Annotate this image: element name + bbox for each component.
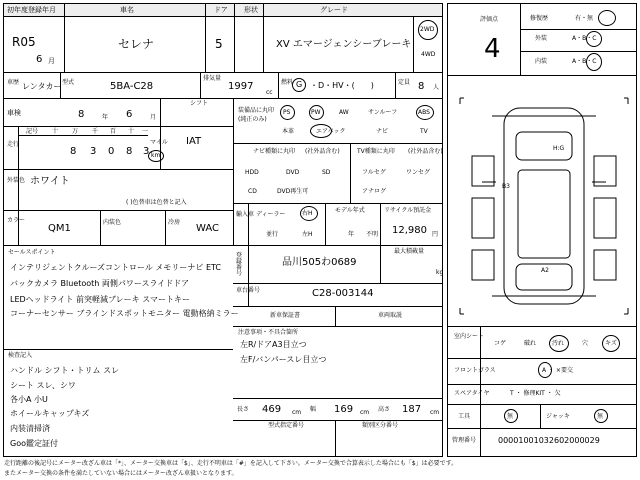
diagram-mark-h: H:G bbox=[553, 145, 565, 152]
nav-item: DVD再生可 bbox=[277, 188, 309, 195]
int-label: 内装 bbox=[535, 58, 548, 65]
sales-line: LEDヘッドライト 前突軽減ブレーキ スマートキー bbox=[10, 295, 191, 304]
reg-month: 6 bbox=[36, 54, 43, 65]
tv-sub: (社外品含む) bbox=[408, 148, 443, 155]
nav-item: CD bbox=[248, 188, 257, 195]
month-unit2: 月 bbox=[150, 114, 157, 121]
digit-hdr: 一 bbox=[142, 128, 149, 135]
equip-item: AW bbox=[339, 109, 349, 116]
inspector-line: ハンドル シフト・トリム スレ bbox=[10, 366, 120, 375]
nav-item: SD bbox=[322, 169, 331, 176]
note-line: 左F/バンパースレ目立つ bbox=[240, 355, 327, 364]
shift-label: シフト bbox=[190, 100, 209, 107]
glass-label: フロントガラス bbox=[454, 367, 496, 374]
mileage-label: 走行 bbox=[7, 141, 20, 148]
car-diagram bbox=[452, 86, 636, 326]
model-year-label: モデル年式 bbox=[335, 207, 365, 214]
glass-value: A ・ ×要交 bbox=[542, 367, 573, 374]
repair-label: 修復歴 bbox=[530, 15, 549, 22]
len-value: 469 bbox=[262, 404, 282, 415]
equip-label: 装備品に丸印 bbox=[238, 107, 275, 114]
int-color-label: 内装色 bbox=[103, 219, 122, 226]
equip-item: PS bbox=[283, 109, 291, 116]
cc-unit: cc bbox=[266, 89, 273, 96]
digit-hdr: 万 bbox=[72, 128, 79, 135]
code-label: カラー bbox=[7, 217, 26, 224]
reg-label: 初年度登録年月 bbox=[7, 6, 56, 14]
max-load-label: 最大積載量 bbox=[394, 248, 425, 255]
inspect-month: 6 bbox=[126, 109, 133, 120]
tv-item: フルセグ bbox=[362, 169, 386, 176]
cm-unit: cm bbox=[360, 409, 370, 416]
fuel-label: 燃料 bbox=[281, 79, 294, 86]
equip-item: ABS bbox=[418, 109, 430, 116]
hei-value: 187 bbox=[402, 404, 422, 415]
tv-item: アナログ bbox=[362, 188, 387, 195]
cap-unit: 人 bbox=[433, 84, 440, 91]
equip-item: エアバック bbox=[316, 128, 346, 135]
door-label: ドア bbox=[214, 6, 228, 14]
seat-opt: 破れ bbox=[524, 340, 537, 347]
type-label: 型式 bbox=[62, 79, 75, 86]
cat-no-label: 類別区分番号 bbox=[362, 422, 399, 429]
year-unit3: 年 bbox=[348, 231, 355, 238]
digit-hdr: 千 bbox=[92, 128, 99, 135]
mileage-digit: 8 bbox=[70, 146, 77, 157]
digit-hdr: 十 bbox=[128, 128, 135, 135]
color-note: ( )色替車は色替と記入 bbox=[126, 199, 187, 206]
shift-value: IAT bbox=[186, 136, 202, 147]
manage-value: 0000100103260200002​9 bbox=[498, 436, 600, 445]
equip-item: ナビ bbox=[376, 128, 389, 135]
equip-item: 本革 bbox=[282, 128, 295, 135]
inspector-line: ホイールキャップキズ bbox=[10, 409, 90, 418]
drive-2wd: 2WD bbox=[420, 26, 435, 33]
repair-value: 有・無 bbox=[575, 15, 594, 22]
score-label: 評価点 bbox=[480, 16, 499, 23]
equip-item: PW bbox=[311, 109, 321, 116]
regno-label: 登録番号 bbox=[236, 252, 243, 277]
cap-value: 8 bbox=[418, 81, 425, 92]
car-name: セレナ bbox=[118, 37, 155, 51]
fuel-g: G bbox=[296, 80, 303, 89]
sales-line: インテリジェントクルーズコントロール メモリーナビ ETC bbox=[10, 263, 222, 272]
fuel-other: ・D・HV・( ) bbox=[310, 81, 374, 90]
import-label: 輸入車 bbox=[236, 211, 255, 218]
equip-item: サンルーフ bbox=[368, 109, 398, 116]
month-unit: 月 bbox=[48, 57, 55, 65]
equip-sublabel: (純正のみ) bbox=[238, 116, 267, 123]
diagram-mark-b3: B3 bbox=[502, 183, 510, 190]
tools-value: 無 bbox=[507, 413, 514, 420]
type-value: 5BA-C28 bbox=[110, 81, 154, 92]
handle-r: 右H bbox=[302, 210, 313, 217]
inspector-line: シート スレ、シワ bbox=[10, 381, 76, 390]
mileage-digit: 3 bbox=[90, 146, 97, 157]
nav-sub: (社外品含む) bbox=[305, 148, 340, 155]
disp-label: 排気量 bbox=[203, 75, 222, 82]
inspector-line: 各小A 小U bbox=[10, 395, 48, 404]
tv-item: ワンセグ bbox=[406, 169, 431, 176]
jack-label: ジャッキ bbox=[546, 413, 570, 420]
usage-value: レンタカー bbox=[22, 82, 62, 91]
sales-line: バックカメラ Bluetooth 両側パワースライドドア bbox=[10, 279, 190, 288]
ext-value: A・B・C bbox=[572, 35, 597, 42]
diagram-mark-a2: A2 bbox=[541, 267, 549, 274]
recycle-unit: 円 bbox=[432, 231, 439, 238]
seat-opt: コゲ bbox=[494, 340, 507, 347]
sales-label: セールスポイント bbox=[8, 249, 56, 256]
recycle-label: リサイクル預託金 bbox=[384, 207, 432, 214]
door-count: 5 bbox=[215, 37, 223, 51]
spare-label: スペアタイヤ bbox=[454, 390, 490, 397]
kg-unit: kg bbox=[436, 269, 444, 276]
grade-label: グレード bbox=[320, 6, 348, 14]
nav-item: HDD bbox=[245, 169, 259, 176]
manage-label: 管理番号 bbox=[452, 437, 477, 444]
score-value: 4 bbox=[484, 34, 501, 64]
mileage-digit: 8 bbox=[126, 146, 133, 157]
warranty-label: 新車保証書 bbox=[270, 312, 301, 319]
tools-label: 工具 bbox=[458, 413, 471, 420]
cm-unit: cm bbox=[292, 409, 302, 416]
inspector-line: Goo鑑定証付 bbox=[10, 439, 58, 448]
mileage-digit: 3 bbox=[143, 146, 150, 157]
hei-label: 高さ bbox=[378, 406, 391, 413]
parallel: 並行 bbox=[266, 231, 279, 238]
inspect-year: 8 bbox=[78, 109, 85, 120]
ac-value: WAC bbox=[196, 223, 219, 234]
inspector-label: 検査記入 bbox=[8, 352, 33, 359]
jack-value: 無 bbox=[597, 413, 604, 420]
tv-label: TV種類に丸印 bbox=[357, 148, 395, 155]
type-no-label: 型式指定番号 bbox=[268, 422, 305, 429]
seat-label: 室内シート bbox=[454, 333, 485, 340]
wid-label: 幅 bbox=[310, 406, 317, 413]
seat-opt: 穴 bbox=[582, 340, 589, 347]
chassis-value: C28-003144 bbox=[312, 288, 374, 299]
manual-label: 車両取説 bbox=[378, 312, 403, 319]
code-value: QM1 bbox=[48, 223, 71, 234]
mileage-digit: 0 bbox=[108, 146, 115, 157]
dealer: ディーラー bbox=[256, 211, 286, 218]
digit-hdr: 百 bbox=[110, 128, 117, 135]
cap-label: 定員 bbox=[398, 79, 411, 86]
reg-year: R05 bbox=[12, 35, 36, 49]
handle-l: 左H bbox=[302, 231, 313, 238]
wid-value: 169 bbox=[334, 404, 354, 415]
regno-value: 品川505わ0689 bbox=[282, 257, 357, 268]
digit-hdr: 記号 bbox=[26, 128, 39, 135]
inspector-line: 内装清掃済 bbox=[10, 424, 50, 433]
footer-line: 走行距離の後記号にメーター改ざん車は「*」、メーター交換車は「$」、走行不明車は「#」を記入して下さい。メーター交換で合算表示した場合にも「$」は必要です。 bbox=[4, 460, 458, 467]
shape-label: 形状 bbox=[244, 6, 258, 14]
nav-item: DVD bbox=[286, 169, 300, 176]
footer-line: またメーター交換の条件を満たしていない場合にはメーター改ざん車扱いとなります。 bbox=[4, 470, 238, 477]
digit-hdr: 十 bbox=[52, 128, 59, 135]
seat-opt: キズ bbox=[605, 340, 617, 347]
ac-label: 冷房 bbox=[168, 219, 181, 226]
name-label: 車名 bbox=[120, 6, 134, 14]
seat-opt: 汚れ bbox=[552, 340, 565, 347]
disp-value: 1997 bbox=[228, 81, 254, 92]
inspect-label: 車検 bbox=[7, 109, 21, 117]
grade-value: XV エマージェンシーブレーキ bbox=[276, 39, 412, 50]
nav-label: ナビ種類に丸印 bbox=[253, 148, 296, 155]
drive-4wd: 4WD bbox=[421, 51, 436, 58]
spare-value: T ・ 修理KIT ・ 欠 bbox=[510, 390, 561, 397]
notes-label: 注意事項・不具合箇所 bbox=[238, 329, 299, 336]
len-label: 長さ bbox=[237, 406, 250, 413]
equip-item: TV bbox=[420, 128, 428, 135]
chassis-label: 車台番号 bbox=[236, 287, 261, 294]
usage-label: 車歴 bbox=[7, 79, 20, 86]
note-line: 左R/ドアA3目立つ bbox=[240, 340, 307, 349]
unknown: 不明 bbox=[366, 231, 379, 238]
int-value: A・B・C bbox=[572, 58, 597, 65]
sales-line: コーナーセンサー ブラインドスポットモニター 電動格納ミラー bbox=[10, 309, 239, 318]
ext-label: 外装 bbox=[535, 35, 548, 42]
year-unit: 年 bbox=[102, 114, 109, 121]
recycle-value: 12,980 bbox=[392, 225, 427, 236]
color-label: 外装色 bbox=[7, 177, 26, 184]
color-value: ホワイト bbox=[30, 176, 70, 187]
mile-unit: マイル bbox=[150, 139, 168, 146]
cm-unit: cm bbox=[430, 409, 440, 416]
km-unit: km bbox=[151, 152, 161, 159]
